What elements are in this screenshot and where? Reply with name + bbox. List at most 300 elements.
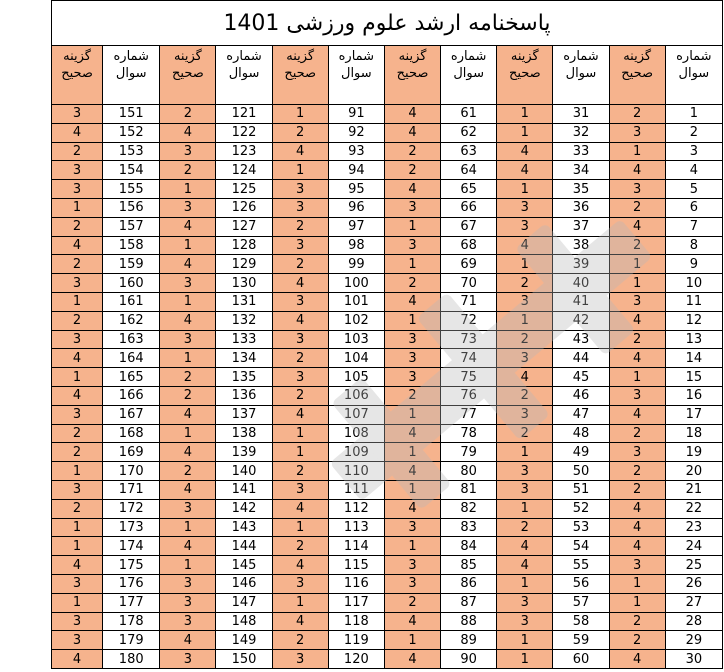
answer-cell: 4 — [497, 556, 553, 575]
answer-cell: 2 — [272, 386, 328, 405]
question-number-cell: 155 — [103, 180, 160, 199]
question-number-cell: 81 — [441, 480, 497, 499]
answer-column-header — [52, 46, 103, 105]
question-number-cell: 106 — [328, 386, 384, 405]
answer-cell: 4 — [272, 556, 328, 575]
answer-cell: 4 — [384, 180, 440, 199]
question-number-cell: 111 — [328, 480, 384, 499]
answer-cell: 4 — [384, 650, 440, 669]
answer-cell: 3 — [160, 612, 216, 631]
header-label: صحیح — [396, 66, 429, 81]
table-row — [52, 593, 723, 612]
answer-cell: 3 — [497, 593, 553, 612]
answer-cell: 4 — [160, 311, 216, 330]
answer-cell: 4 — [52, 349, 103, 368]
table-row — [52, 386, 723, 405]
question-number-cell: 147 — [216, 593, 272, 612]
answer-cell: 4 — [384, 612, 440, 631]
answer-cell: 1 — [160, 180, 216, 199]
answer-cell: 1 — [52, 368, 103, 387]
table-row — [52, 161, 723, 180]
table-row — [52, 537, 723, 556]
question-number-cell: 178 — [103, 612, 160, 631]
answer-cell: 1 — [160, 518, 216, 537]
answer-cell: 1 — [609, 142, 665, 161]
answer-cell: 3 — [160, 330, 216, 349]
answer-cell: 2 — [609, 631, 665, 650]
question-number-cell: 124 — [216, 161, 272, 180]
question-number-cell: 48 — [553, 424, 609, 443]
header-label: شماره — [450, 49, 487, 64]
table-row — [52, 631, 723, 650]
question-number-cell: 91 — [328, 105, 384, 124]
answer-cell: 1 — [497, 443, 553, 462]
question-number-cell: 17 — [665, 405, 722, 424]
table-row — [52, 518, 723, 537]
answer-column-header — [272, 46, 328, 105]
answer-cell: 3 — [384, 236, 440, 255]
answer-cell: 1 — [609, 274, 665, 293]
question-number-cell: 113 — [328, 518, 384, 537]
question-column-header — [328, 46, 384, 105]
answer-cell: 4 — [160, 480, 216, 499]
question-number-cell: 110 — [328, 462, 384, 481]
answer-cell: 2 — [160, 161, 216, 180]
question-number-cell: 45 — [553, 368, 609, 387]
answer-cell: 4 — [160, 123, 216, 142]
question-number-cell: 119 — [328, 631, 384, 650]
answer-cell: 1 — [384, 311, 440, 330]
answer-cell: 1 — [160, 292, 216, 311]
table-row — [52, 368, 723, 387]
answer-cell: 3 — [272, 368, 328, 387]
answer-cell: 4 — [497, 236, 553, 255]
question-number-cell: 180 — [103, 650, 160, 669]
question-number-cell: 23 — [665, 518, 722, 537]
question-number-cell: 42 — [553, 311, 609, 330]
question-number-cell: 75 — [441, 368, 497, 387]
table-row — [52, 255, 723, 274]
answer-cell: 3 — [52, 631, 103, 650]
header-label: شماره — [338, 49, 375, 64]
answer-cell: 2 — [497, 330, 553, 349]
answer-cell: 1 — [609, 593, 665, 612]
answer-cell: 3 — [160, 499, 216, 518]
table-row — [52, 123, 723, 142]
question-number-cell: 139 — [216, 443, 272, 462]
question-number-cell: 116 — [328, 574, 384, 593]
question-number-cell: 99 — [328, 255, 384, 274]
answer-cell: 4 — [609, 217, 665, 236]
answer-cell: 1 — [497, 499, 553, 518]
title-row — [52, 1, 723, 46]
answer-cell: 3 — [497, 292, 553, 311]
question-number-cell: 74 — [441, 349, 497, 368]
question-number-cell: 3 — [665, 142, 722, 161]
question-number-cell: 46 — [553, 386, 609, 405]
question-column-header — [441, 46, 497, 105]
answer-cell: 3 — [52, 574, 103, 593]
answer-cell: 4 — [52, 556, 103, 575]
question-number-cell: 57 — [553, 593, 609, 612]
header-label: شماره — [563, 49, 599, 64]
answer-cell: 2 — [52, 142, 103, 161]
question-number-cell: 49 — [553, 443, 609, 462]
answer-cell: 2 — [384, 593, 440, 612]
question-number-cell: 94 — [328, 161, 384, 180]
question-column-header — [103, 46, 160, 105]
question-number-cell: 100 — [328, 274, 384, 293]
question-number-cell: 161 — [103, 292, 160, 311]
answer-cell: 3 — [52, 161, 103, 180]
answer-key-table — [51, 0, 723, 669]
table-row — [52, 330, 723, 349]
question-number-cell: 2 — [665, 123, 722, 142]
answer-cell: 4 — [160, 405, 216, 424]
answer-cell: 4 — [272, 142, 328, 161]
header-label: سوال — [565, 66, 597, 81]
question-number-cell: 44 — [553, 349, 609, 368]
answer-cell: 2 — [609, 612, 665, 631]
question-number-cell: 51 — [553, 480, 609, 499]
question-number-cell: 164 — [103, 349, 160, 368]
answer-cell: 4 — [272, 499, 328, 518]
answer-cell: 1 — [384, 443, 440, 462]
answer-cell: 3 — [497, 480, 553, 499]
question-number-cell: 145 — [216, 556, 272, 575]
question-number-cell: 77 — [441, 405, 497, 424]
answer-cell: 2 — [272, 462, 328, 481]
answer-cell: 3 — [384, 198, 440, 217]
answer-cell: 2 — [160, 368, 216, 387]
table-row — [52, 650, 723, 669]
answer-cell: 4 — [160, 217, 216, 236]
answer-cell: 2 — [272, 349, 328, 368]
answer-cell: 4 — [384, 105, 440, 124]
answer-cell: 1 — [497, 650, 553, 669]
answer-cell: 2 — [272, 631, 328, 650]
question-number-cell: 138 — [216, 424, 272, 443]
question-number-cell: 132 — [216, 311, 272, 330]
question-number-cell: 18 — [665, 424, 722, 443]
answer-cell: 1 — [384, 405, 440, 424]
answer-cell: 3 — [497, 349, 553, 368]
question-number-cell: 71 — [441, 292, 497, 311]
question-number-cell: 140 — [216, 462, 272, 481]
question-number-cell: 172 — [103, 499, 160, 518]
answer-cell: 1 — [160, 349, 216, 368]
answer-cell: 1 — [609, 368, 665, 387]
answer-cell: 3 — [272, 180, 328, 199]
header-label: سوال — [453, 66, 484, 81]
answer-cell: 3 — [384, 349, 440, 368]
table-row — [52, 556, 723, 575]
question-number-cell: 102 — [328, 311, 384, 330]
answer-cell: 1 — [497, 574, 553, 593]
table-row — [52, 443, 723, 462]
question-number-cell: 158 — [103, 236, 160, 255]
answer-cell: 2 — [160, 105, 216, 124]
answer-cell: 3 — [160, 593, 216, 612]
answer-cell: 1 — [160, 424, 216, 443]
header-label: صحیح — [172, 66, 204, 81]
header-label: گزینه — [63, 49, 91, 64]
answer-cell: 1 — [272, 161, 328, 180]
question-number-cell: 165 — [103, 368, 160, 387]
question-number-cell: 135 — [216, 368, 272, 387]
answer-cell: 2 — [272, 537, 328, 556]
answer-cell: 3 — [609, 443, 665, 462]
answer-cell: 1 — [272, 593, 328, 612]
answer-cell: 4 — [384, 462, 440, 481]
question-number-cell: 85 — [441, 556, 497, 575]
question-number-cell: 14 — [665, 349, 722, 368]
answer-cell: 3 — [609, 556, 665, 575]
header-label: صحیح — [284, 66, 317, 81]
answer-cell: 1 — [52, 593, 103, 612]
question-number-cell: 122 — [216, 123, 272, 142]
header-label: گزینه — [286, 49, 315, 64]
answer-cell: 4 — [609, 518, 665, 537]
header-label: گزینه — [173, 49, 202, 64]
answer-cell: 1 — [52, 518, 103, 537]
answer-cell: 4 — [384, 424, 440, 443]
answer-cell: 4 — [384, 292, 440, 311]
answer-cell: 3 — [52, 330, 103, 349]
answer-cell: 4 — [272, 612, 328, 631]
question-column-header — [216, 46, 272, 105]
question-number-cell: 171 — [103, 480, 160, 499]
answer-cell: 3 — [384, 556, 440, 575]
answer-cell: 3 — [497, 217, 553, 236]
answer-column-header — [497, 46, 553, 105]
question-number-cell: 88 — [441, 612, 497, 631]
question-number-cell: 96 — [328, 198, 384, 217]
header-label: شماره — [226, 49, 262, 64]
question-number-cell: 137 — [216, 405, 272, 424]
answer-cell: 2 — [609, 424, 665, 443]
answer-cell: 2 — [272, 123, 328, 142]
answer-cell: 2 — [52, 311, 103, 330]
question-number-cell: 146 — [216, 574, 272, 593]
header-label: شماره — [113, 49, 149, 64]
answer-cell: 2 — [497, 386, 553, 405]
answer-cell: 2 — [160, 462, 216, 481]
answer-cell: 1 — [384, 537, 440, 556]
table-row — [52, 612, 723, 631]
question-number-cell: 1 — [665, 105, 722, 124]
answer-cell: 1 — [609, 255, 665, 274]
question-number-cell: 60 — [553, 650, 609, 669]
answer-cell: 3 — [609, 123, 665, 142]
answer-cell: 4 — [609, 650, 665, 669]
question-number-cell: 133 — [216, 330, 272, 349]
answer-cell: 2 — [497, 518, 553, 537]
question-number-cell: 163 — [103, 330, 160, 349]
question-number-cell: 69 — [441, 255, 497, 274]
answer-cell: 3 — [497, 198, 553, 217]
question-number-cell: 177 — [103, 593, 160, 612]
question-number-cell: 9 — [665, 255, 722, 274]
answer-cell: 4 — [609, 311, 665, 330]
question-number-cell: 169 — [103, 443, 160, 462]
question-column-header — [665, 46, 722, 105]
question-number-cell: 16 — [665, 386, 722, 405]
answer-cell: 3 — [384, 574, 440, 593]
question-number-cell: 166 — [103, 386, 160, 405]
question-number-cell: 168 — [103, 424, 160, 443]
question-number-cell: 61 — [441, 105, 497, 124]
question-number-cell: 121 — [216, 105, 272, 124]
question-number-cell: 127 — [216, 217, 272, 236]
question-number-cell: 89 — [441, 631, 497, 650]
answer-cell: 4 — [609, 161, 665, 180]
question-number-cell: 35 — [553, 180, 609, 199]
table-row — [52, 574, 723, 593]
question-number-cell: 87 — [441, 593, 497, 612]
question-number-cell: 34 — [553, 161, 609, 180]
question-number-cell: 12 — [665, 311, 722, 330]
table-row — [52, 274, 723, 293]
question-number-cell: 162 — [103, 311, 160, 330]
question-number-cell: 6 — [665, 198, 722, 217]
answer-cell: 1 — [384, 480, 440, 499]
header-label: سوال — [341, 66, 372, 81]
question-number-cell: 157 — [103, 217, 160, 236]
question-number-cell: 107 — [328, 405, 384, 424]
table-row — [52, 105, 723, 124]
question-number-cell: 104 — [328, 349, 384, 368]
question-number-cell: 55 — [553, 556, 609, 575]
answer-cell: 3 — [497, 405, 553, 424]
answer-cell: 3 — [52, 612, 103, 631]
answer-cell: 2 — [52, 217, 103, 236]
question-number-cell: 105 — [328, 368, 384, 387]
answer-cell: 4 — [497, 368, 553, 387]
answer-cell: 3 — [52, 105, 103, 124]
answer-cell: 4 — [609, 349, 665, 368]
answer-cell: 2 — [609, 236, 665, 255]
table-row — [52, 292, 723, 311]
header-label: گزینه — [510, 49, 539, 64]
answer-cell: 1 — [497, 255, 553, 274]
answer-cell: 2 — [52, 443, 103, 462]
answer-cell: 4 — [160, 443, 216, 462]
question-number-cell: 28 — [665, 612, 722, 631]
question-number-cell: 76 — [441, 386, 497, 405]
answer-key-sheet — [51, 0, 723, 667]
question-number-cell: 114 — [328, 537, 384, 556]
question-number-cell: 97 — [328, 217, 384, 236]
question-number-cell: 22 — [665, 499, 722, 518]
question-number-cell: 156 — [103, 198, 160, 217]
answer-cell: 3 — [160, 142, 216, 161]
question-number-cell: 80 — [441, 462, 497, 481]
answer-cell: 4 — [272, 311, 328, 330]
answer-cell: 1 — [384, 631, 440, 650]
answer-cell: 3 — [160, 274, 216, 293]
question-number-cell: 117 — [328, 593, 384, 612]
table-row — [52, 217, 723, 236]
answer-cell: 2 — [609, 198, 665, 217]
question-number-cell: 15 — [665, 368, 722, 387]
question-number-cell: 175 — [103, 556, 160, 575]
question-number-cell: 47 — [553, 405, 609, 424]
question-number-cell: 31 — [553, 105, 609, 124]
question-number-cell: 123 — [216, 142, 272, 161]
answer-cell: 3 — [384, 368, 440, 387]
answer-cell: 2 — [497, 274, 553, 293]
question-number-cell: 40 — [553, 274, 609, 293]
question-number-cell: 108 — [328, 424, 384, 443]
question-number-cell: 103 — [328, 330, 384, 349]
question-number-cell: 32 — [553, 123, 609, 142]
table-row — [52, 499, 723, 518]
answer-cell: 4 — [160, 255, 216, 274]
answer-cell: 3 — [272, 198, 328, 217]
page-title: پاسخنامه ارشد علوم ورزشی 1401 — [52, 1, 723, 46]
question-number-cell: 10 — [665, 274, 722, 293]
answer-cell: 2 — [609, 105, 665, 124]
answer-cell: 2 — [384, 161, 440, 180]
question-number-cell: 153 — [103, 142, 160, 161]
question-number-cell: 148 — [216, 612, 272, 631]
answer-cell: 3 — [272, 292, 328, 311]
table-row — [52, 405, 723, 424]
question-number-cell: 38 — [553, 236, 609, 255]
question-number-cell: 50 — [553, 462, 609, 481]
question-number-cell: 129 — [216, 255, 272, 274]
question-number-cell: 109 — [328, 443, 384, 462]
answer-cell: 3 — [52, 405, 103, 424]
answer-cell: 4 — [52, 386, 103, 405]
question-number-cell: 125 — [216, 180, 272, 199]
answer-cell: 1 — [52, 462, 103, 481]
answer-cell: 1 — [497, 631, 553, 650]
answer-cell: 3 — [497, 612, 553, 631]
question-number-cell: 78 — [441, 424, 497, 443]
question-number-cell: 73 — [441, 330, 497, 349]
question-number-cell: 27 — [665, 593, 722, 612]
answer-cell: 4 — [384, 499, 440, 518]
answer-cell: 3 — [52, 180, 103, 199]
answer-cell: 3 — [272, 574, 328, 593]
question-number-cell: 26 — [665, 574, 722, 593]
answer-cell: 4 — [609, 499, 665, 518]
question-number-cell: 128 — [216, 236, 272, 255]
answer-column-header — [160, 46, 216, 105]
question-number-cell: 92 — [328, 123, 384, 142]
answer-cell: 1 — [272, 518, 328, 537]
answer-cell: 3 — [52, 274, 103, 293]
table-row — [52, 424, 723, 443]
answer-cell: 3 — [52, 480, 103, 499]
answer-cell: 2 — [609, 330, 665, 349]
answer-cell: 4 — [497, 161, 553, 180]
answer-cell: 2 — [52, 424, 103, 443]
answer-column-header — [384, 46, 440, 105]
question-number-cell: 62 — [441, 123, 497, 142]
question-number-cell: 82 — [441, 499, 497, 518]
answer-cell: 4 — [497, 142, 553, 161]
answer-cell: 1 — [497, 180, 553, 199]
table-row — [52, 311, 723, 330]
answer-cell: 1 — [272, 424, 328, 443]
question-number-cell: 30 — [665, 650, 722, 669]
question-number-cell: 170 — [103, 462, 160, 481]
question-number-cell: 152 — [103, 123, 160, 142]
answer-cell: 4 — [52, 650, 103, 669]
